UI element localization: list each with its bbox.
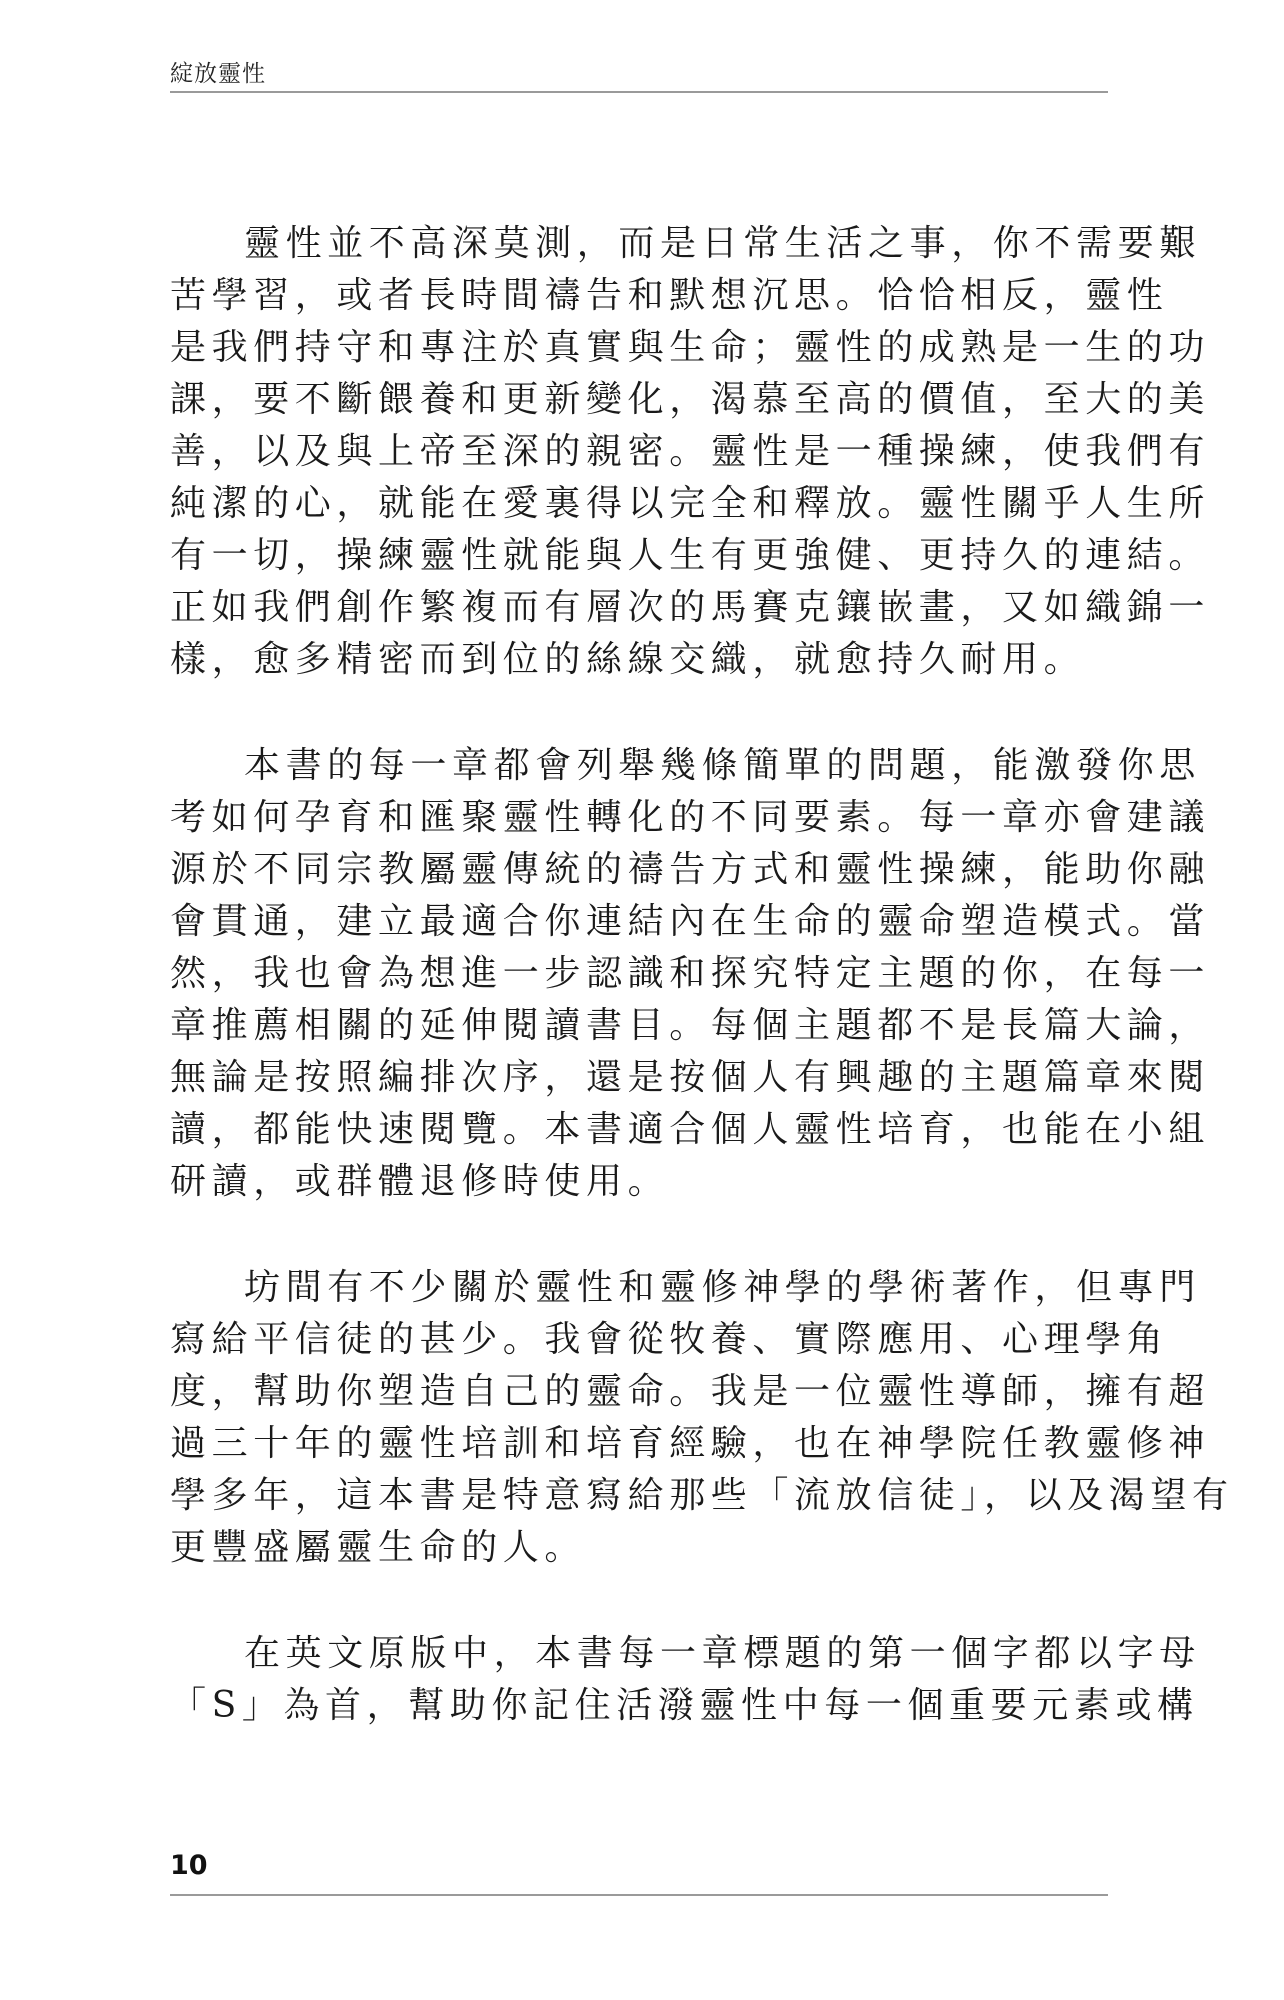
text-line: 學多年，這本書是特意寫給那些「流放信徒」，以及渴望有	[170, 1475, 1234, 1516]
text-line: 本書的每一章都會列舉幾條簡單的問題，能激發你思	[244, 745, 1201, 786]
paragraph	[170, 1262, 1234, 1574]
text-line: 有一切，操練靈性就能與人生有更強健、更持久的連結。	[170, 535, 1211, 576]
page-number: 10	[170, 1850, 208, 1881]
text-line: 考如何孕育和匯聚靈性轉化的不同要素。每一章亦會建議	[170, 797, 1211, 838]
text-line: 「S」為首，幫助你記住活潑靈性中每一個重要元素或構	[170, 1685, 1199, 1726]
text-line: 善，以及與上帝至深的親密。靈性是一種操練，使我們有	[170, 431, 1211, 472]
paragraph	[170, 218, 1211, 686]
header-rule	[170, 91, 1108, 93]
text-line: 苦學習，或者長時間禱告和默想沉思。恰恰相反，靈性	[170, 275, 1169, 316]
text-line: 過三十年的靈性培訓和培育經驗，也在神學院任教靈修神	[170, 1423, 1211, 1464]
text-line: 章推薦相關的延伸閱讀書目。每個主題都不是長篇大論，	[170, 1005, 1211, 1046]
text-line: 源於不同宗教屬靈傳統的禱告方式和靈性操練，能助你融	[170, 849, 1211, 890]
text-line: 課，要不斷餵養和更新變化，渴慕至高的價值，至大的美	[170, 379, 1211, 420]
text-line: 然，我也會為想進一步認識和探究特定主題的你，在每一	[170, 953, 1211, 994]
text-line: 寫給平信徒的甚少。我會從牧養、實際應用、心理學角	[170, 1319, 1169, 1360]
text-line: 樣，愈多精密而到位的絲線交織，就愈持久耐用。	[170, 639, 1086, 680]
text-line: 靈性並不高深莫測，而是日常生活之事，你不需要艱	[244, 223, 1201, 264]
text-line: 無論是按照編排次序，還是按個人有興趣的主題篇章來閱	[170, 1057, 1211, 1098]
text-line: 會貫通，建立最適合你連結內在生命的靈命塑造模式。當	[170, 901, 1211, 942]
text-line: 更豐盛屬靈生命的人。	[170, 1527, 587, 1568]
running-header: 綻放靈性	[170, 61, 266, 87]
text-line: 在英文原版中，本書每一章標題的第一個字都以字母	[244, 1633, 1201, 1674]
text-line: 正如我們創作繁複而有層次的馬賽克鑲嵌畫，又如織錦一	[170, 587, 1211, 628]
text-line: 研讀，或群體退修時使用。	[170, 1161, 670, 1202]
text-line: 純潔的心，就能在愛裏得以完全和釋放。靈性關乎人生所	[170, 483, 1211, 524]
footer-rule	[170, 1894, 1108, 1896]
text-line: 讀，都能快速閱覽。本書適合個人靈性培育，也能在小組	[170, 1109, 1211, 1150]
text-line: 坊間有不少關於靈性和靈修神學的學術著作，但專門	[244, 1267, 1201, 1308]
paragraph	[170, 740, 1211, 1208]
paragraph	[170, 1628, 1201, 1732]
text-line: 度，幫助你塑造自己的靈命。我是一位靈性導師，擁有超	[170, 1371, 1211, 1412]
body-text	[170, 218, 1234, 1786]
text-line: 是我們持守和專注於真實與生命；靈性的成熟是一生的功	[170, 327, 1211, 368]
